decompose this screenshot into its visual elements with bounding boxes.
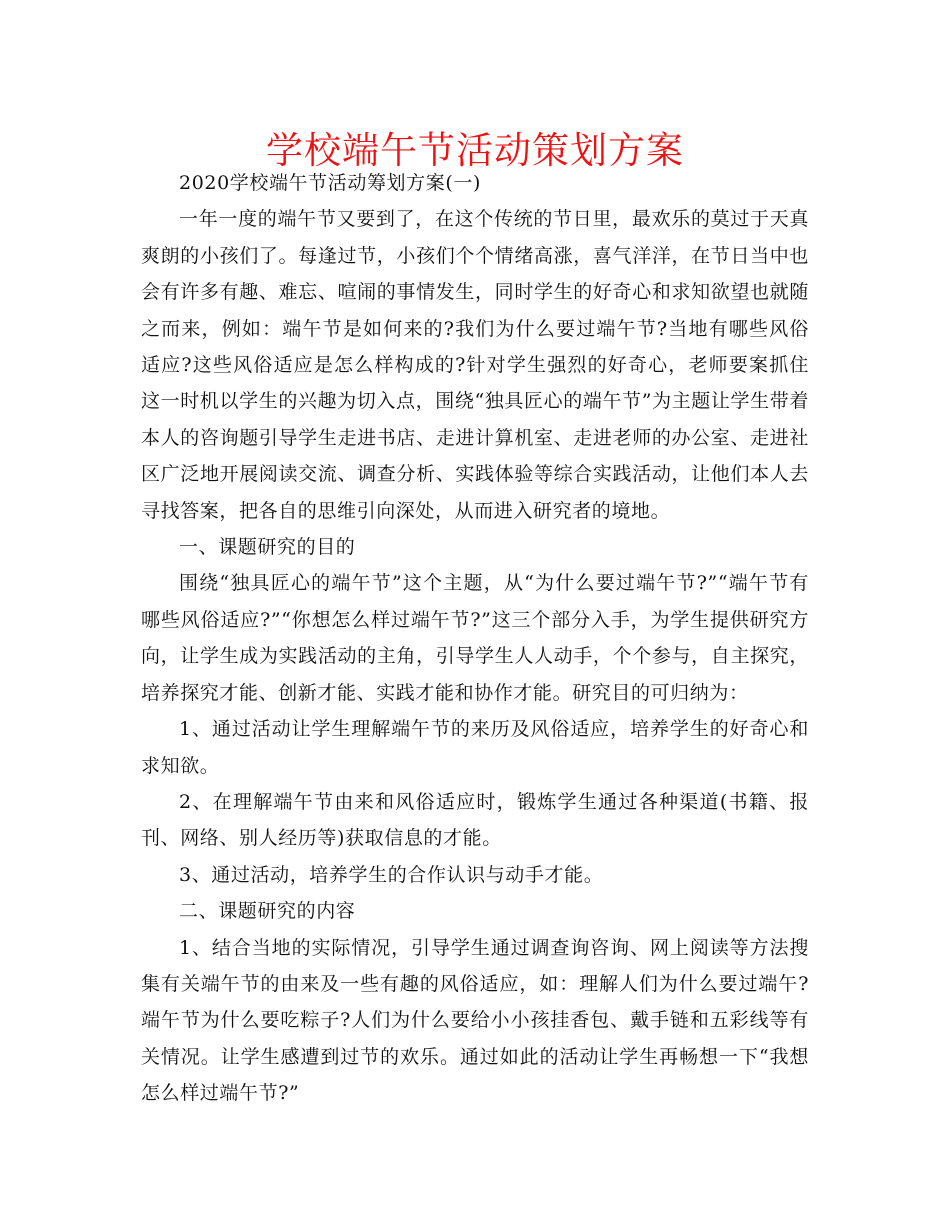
document-body — [141, 165, 809, 1112]
purpose-item-1: 1、通过活动让学生理解端午节的来历及风俗适应，培养学生的好奇心和求知欲。 — [141, 718, 809, 777]
content-item-1: 1、结合当地的实际情况，引导学生通过调查询咨询、网上阅读等方法搜集有关端午节的由来及一些有趣的风俗适应，如：理解人们为什么要过端午?端午节为什么要吃粽子?人们为什么要给小小孩挂香包、戴手链和五彩线等有关情况。让学生感遭到过节的欢乐。通过如此的活动让学生再畅想一下“我想怎么样过端午节?” — [141, 936, 809, 1105]
section-heading-purpose: 一、课题研究的目的 — [179, 536, 356, 559]
intro-paragraph: 一年一度的端午节又要到了，在这个传统的节日里，最欢乐的莫过于天真爽朗的小孩们了。每逢过节，小孩们个个情绪高涨，喜气洋洋，在节日当中也会有许多有趣、难忘、喧闹的事情发生，同时学生的好奇心和求知欲望也就随之而来，例如：端午节是如何来的?我们为什么要过端午节?当地有哪些风俗适应?这些风俗适应是怎么样构成的?针对学生强烈的好奇心，老师要案抓住这一时机以学生的兴趣为切入点，围绕“独具匠心的端午节”为主题让学生带着本人的咨询题引导学生走进书店、走进计算机室、走进老师的办公室、走进社区广泛地开展阅读交流、调查分析、实践体验等综合实践活动，让他们本人去寻找答案，把各自的思维引向深处，从而进入研究者的境地。 — [141, 208, 809, 522]
section-heading-content: 二、课题研究的内容 — [179, 900, 356, 923]
document-title: 学校端午节活动策划方案 — [266, 129, 684, 172]
subtitle-paragraph: 2020学校端午节活动筹划方案(一) — [179, 172, 481, 194]
purpose-paragraph: 围绕“独具匠心的端午节”这个主题，从“为什么要过端午节?”“端午节有哪些风俗适应?”“你想怎么样过端午节?”这三个部分入手，为学生提供研究方向，让学生成为实践活动的主角，引导学生人人动手，个个参与，自主探究，培养探究才能、创新才能、实践才能和协作才能。研究目的可归纳为： — [141, 572, 809, 704]
purpose-item-3: 3、通过活动，培养学生的合作认识与动手才能。 — [179, 863, 604, 886]
purpose-item-2: 2、在理解端午节由来和风俗适应时，锻炼学生通过各种渠道(书籍、报刊、网络、别人经历等)获取信息的才能。 — [141, 790, 809, 850]
